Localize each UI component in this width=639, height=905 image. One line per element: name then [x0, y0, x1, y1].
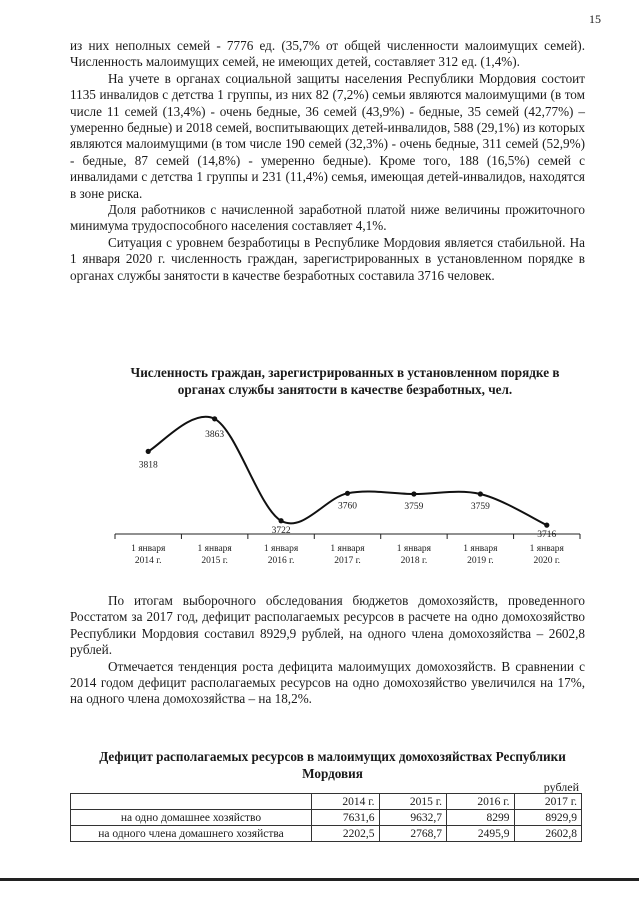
header-cell: 2014 г. — [312, 794, 380, 810]
page-number: 15 — [589, 12, 601, 26]
category-label: 2017 г. — [334, 556, 361, 566]
category-label: 2018 г. — [400, 556, 428, 566]
data-point — [478, 491, 483, 496]
table-cell: 2768,7 — [379, 826, 447, 842]
paragraph-wages: Доля работников с начисленной заработной платой ниже величины прожиточного минимума трудоспособного населения составляет 4,1%. — [70, 202, 585, 234]
row-label: на одного члена домашнего хозяйства — [71, 826, 312, 842]
table-cell: 8299 — [447, 810, 515, 826]
table-cell: 7631,6 — [312, 810, 380, 826]
intro-text — [70, 38, 585, 284]
paragraph-deficit: По итогам выборочного обследования бюджетов домохозяйств, проведенного Росстатом за 2017 год, дефицит располагаемых ресурсов в расчете на одно домохозяйство Республики Мордовия составил 8929,9 рублей, на одного члена домохозяйства – 2602,8 рублей. — [70, 593, 585, 658]
category-label: 2016 г. — [267, 556, 295, 566]
data-point — [411, 491, 416, 496]
table-row — [71, 810, 582, 826]
category-label: 1 января — [197, 544, 232, 554]
deficit-table — [70, 793, 582, 842]
data-label: 3716 — [537, 530, 557, 541]
data-label: 3818 — [138, 460, 158, 471]
data-label: 3863 — [205, 429, 225, 440]
table-cell: 2202,5 — [312, 826, 380, 842]
data-label: 3760 — [338, 501, 357, 512]
data-point — [146, 449, 151, 454]
paragraph-families: из них неполных семей - 7776 ед. (35,7% от общей численности малоимущих семей). Численность малоимущих семей, не имеющих детей, составляет 312 ед. (1,4%). — [70, 38, 585, 70]
data-point — [345, 491, 350, 496]
category-label: 2015 г. — [201, 556, 228, 566]
paragraph-disabled: На учете в органах социальной защиты населения Республики Мордовия состоит 1135 инвалидов с детства 1 группы, из них 82 (7,2%) семьи являются малоимущими (в том числе 11 семей (13,4%) - очень бедные, 36 семей (43,9%) - бедные, 35 семей (42,77%) – умеренно бедные) и 2018 семей, воспитывающих детей-инвалидов, 588 (29,1%) из которых являются малоимущими (в том числе 190 семей (32,3%) - очень бедные, 311 семей (52,9%) - бедные, 87 семей (14,8%) - умеренно бедные). Кроме того, 188 (16,5%) семей с инвалидами с детства 1 группы и 231 (11,4%) семья, имеющая детей-инвалидов, находятся в зоне риска. — [70, 70, 585, 201]
header-cell — [71, 794, 312, 810]
data-point — [278, 518, 283, 523]
table-title: Дефицит располагаемых ресурсов в малоимущих домохозяйствах Республики Мордовия — [99, 749, 566, 781]
category-label: 1 января — [330, 544, 365, 554]
table-cell: 9632,7 — [379, 810, 447, 826]
data-point — [212, 416, 217, 421]
row-label: на одно домашнее хозяйство — [71, 810, 312, 826]
table-cell: 2602,8 — [514, 826, 582, 842]
table-header-row — [71, 794, 582, 810]
page-bottom-rule — [0, 878, 639, 881]
table-cell: 8929,9 — [514, 810, 582, 826]
chart-title: Численность граждан, зарегистрированных в установленном порядке в органах службы занятости в качестве безработных, чел. — [130, 365, 560, 397]
data-label: 3759 — [470, 502, 490, 513]
header-cell: 2016 г. — [447, 794, 515, 810]
x-ticks — [115, 534, 580, 539]
paragraph-trend: Отмечается тенденция роста дефицита малоимущих домохозяйств. В сравнении с 2014 годом дефицит располагаемых ресурсов на одно домохозяйство увеличился на 17%, на одного члена домохозяйства – на 18,2%. — [70, 658, 585, 707]
data-labels — [139, 430, 557, 540]
category-label: 1 января — [131, 544, 166, 554]
category-label: 2019 г. — [467, 556, 494, 566]
category-label: 1 января — [396, 544, 432, 554]
table-cell: 2495,9 — [447, 826, 515, 842]
data-point — [544, 523, 549, 528]
category-label: 1 января — [529, 544, 564, 554]
table-unit: рублей — [543, 780, 579, 794]
category-label: 1 января — [463, 544, 498, 554]
category-labels — [131, 544, 564, 566]
header-cell: 2017 г. — [514, 794, 582, 810]
category-label: 2020 г. — [533, 556, 561, 566]
data-label: 3722 — [271, 525, 291, 536]
data-label: 3759 — [404, 502, 424, 513]
header-cell: 2015 г. — [379, 794, 447, 810]
category-label: 2014 г. — [134, 556, 162, 566]
category-label: 1 января — [263, 544, 299, 554]
unemployment-line-chart — [0, 400, 639, 585]
paragraph-unemployment: Ситуация с уровнем безработицы в Республике Мордовия является стабильной. На 1 января 2020 г. численность граждан, зарегистрированных в установленном порядке в органах службы занятости в качестве безработных составила 3716 человек. — [70, 234, 585, 283]
outro-text — [70, 593, 585, 708]
table-row — [71, 826, 582, 842]
